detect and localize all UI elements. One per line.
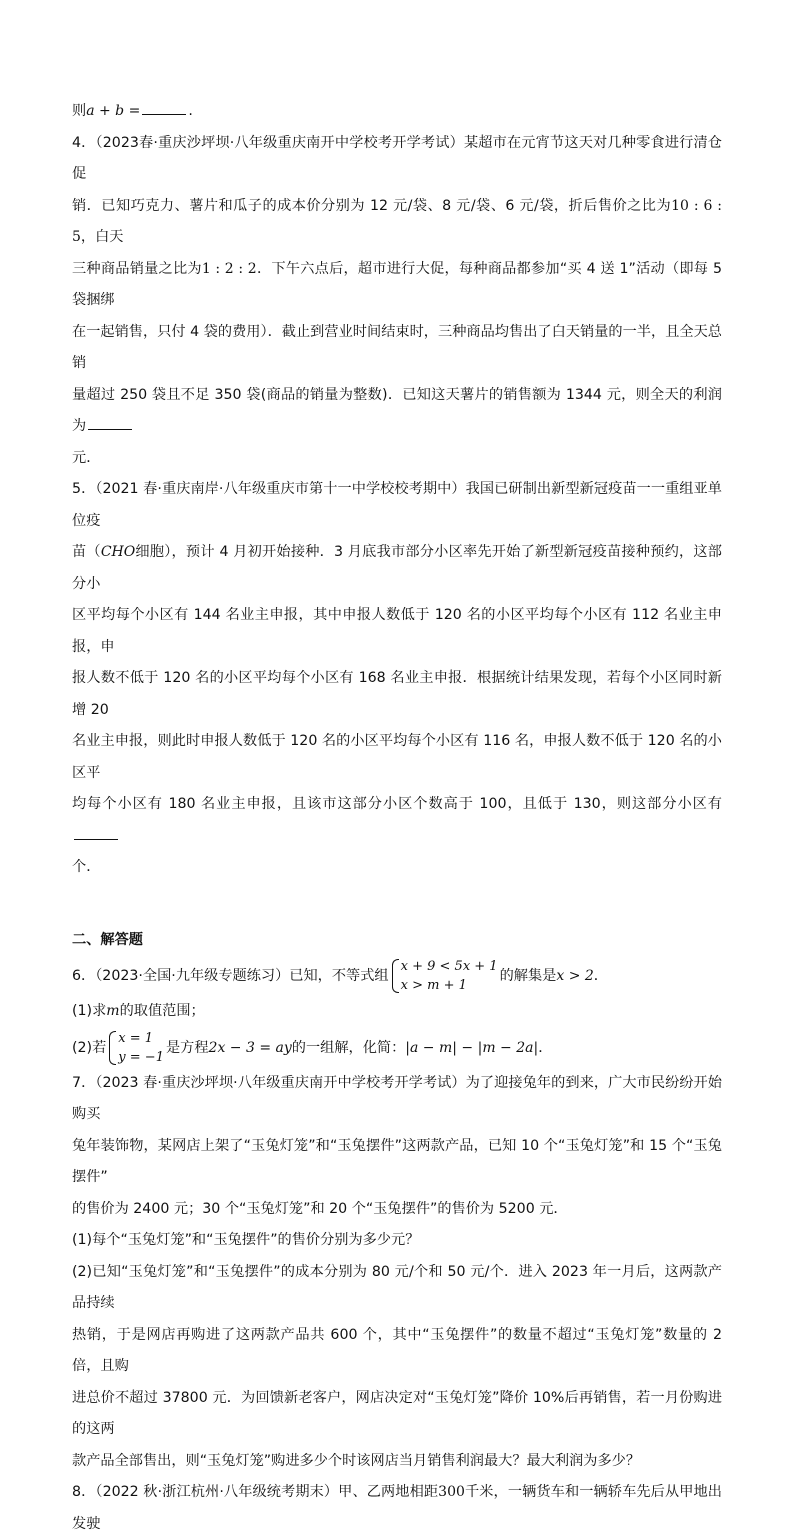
q5-text: 细胞），预计 4 月初开始接种．3 月底我市部分小区率先开始了新型新冠疫苗接种预约，这部分小	[72, 544, 722, 592]
question-4	[72, 128, 722, 475]
q5-text: 均每个小区有 180 名业主申报，且该市这部分小区个数高于 100，且低于 130，则这部分小区有	[72, 796, 722, 812]
q8-line-1	[72, 1477, 722, 1540]
q4-line-4: 在一起销售，只付 4 袋的费用）．截止到营业时间结束时，三种商品均售出了白天销量的一半，且全天总销	[72, 323, 722, 371]
q4-line-2	[72, 191, 722, 254]
q6-text: ．	[538, 1039, 553, 1056]
q6-text: ．	[593, 968, 608, 984]
inequality-2: x > m + 1	[400, 978, 467, 993]
q5-line-7: 个．	[72, 859, 101, 875]
q6-text: 的取值范围；	[119, 1003, 205, 1019]
spacer	[72, 884, 722, 925]
q4-line-5	[72, 380, 722, 443]
q7-part-2-line-2: 热销，于是网店再购进了这两款产品共 600 个，其中“玉兔摆件”的数量不超过“玉兔灯笼”数量的 2 倍，且购	[72, 1326, 722, 1374]
q3-expression: a + b =	[86, 103, 141, 119]
question-5	[72, 474, 722, 884]
section-heading: 二、解答题	[72, 931, 143, 948]
question-8	[72, 1477, 722, 1540]
answer-blank[interactable]	[74, 825, 118, 840]
q8-text: 千米，一辆货车和一辆轿车先后从甲地出发驶	[72, 1484, 722, 1532]
solution-pair	[108, 1029, 164, 1067]
q4-text: ．下午六点后，超市进行大促，每种商品都参加“买 4 送 1”活动（即每 5 袋捆绑	[72, 260, 722, 308]
inequality-1: x + 9 < 5x + 1	[400, 959, 498, 974]
q4-text: ，白天	[80, 229, 124, 245]
q6-text: 6．（2023·全国·九年级专题练习）已知，不等式组	[72, 968, 389, 984]
q5-line-2	[72, 537, 722, 600]
q6-text: 的解集是	[499, 968, 557, 984]
worksheet-page	[72, 96, 722, 1540]
q4-text: 三种商品销量之比为	[72, 260, 202, 277]
answer-blank[interactable]	[142, 100, 186, 115]
q4-line-3	[72, 254, 722, 317]
q6-part-2	[72, 1028, 722, 1068]
q3-tail	[72, 96, 722, 128]
q6-part-1	[72, 996, 722, 1028]
q5-line-3: 区平均每个小区有 144 名业主申报，其中申报人数低于 120 名的小区平均每个小区有 112 名业主申报，申	[72, 607, 722, 655]
q6-var-m: m	[106, 1003, 120, 1019]
q7-line-3: 的售价为 2400 元；30 个“玉兔灯笼”和 20 个“玉兔摆件”的售价为 5200 元．	[72, 1200, 568, 1217]
q5-line-5: 名业主申报，则此时申报人数低于 120 名的小区平均每个小区有 116 名，申报人数不低于 120 名的小区平	[72, 733, 722, 781]
q6-text: (2)若	[72, 1039, 107, 1056]
q5-cho: CHO	[100, 544, 136, 560]
q7-line-1: 7．（2023 春·重庆沙坪坝·八年级重庆南开中学校考开学考试）为了迎接兔年的到来，广大市民纷纷开始购买	[72, 1074, 722, 1122]
pair-x: x = 1	[118, 1030, 154, 1046]
q6-abs-expression: |a − m| − |m − 2a|	[405, 1039, 539, 1056]
q7-line-2: 兔年装饰物，某网店上架了“玉兔灯笼”和“玉兔摆件”这两款产品，已知 10 个“玉兔灯笼”和 15 个“玉兔摆件”	[72, 1137, 722, 1185]
answer-blank[interactable]	[88, 415, 132, 430]
q3-prefix: 则	[72, 103, 87, 119]
q5-text: 苗（	[72, 544, 101, 560]
q4-text: 销．已知巧克力、薯片和瓜子的成本价分别为 12 元/袋、8 元/袋、6 元/袋，折后售价之比为	[72, 197, 672, 214]
q7-part-2-line-3: 进总价不超过 37800 元．为回馈新老客户，网店决定对“玉兔灯笼”降价 10%后再销售，若一月份购进的这两	[72, 1389, 722, 1437]
q4-sales-ratio: 1 : 2 : 2	[201, 260, 257, 277]
q4-price-ratio: 10 : 6 : 5	[72, 197, 722, 245]
q4-text: 量超过 250 袋且不足 350 袋(商品的销量为整数)．已知这天薯片的销售额为 1344 元，则全天的利润为	[72, 386, 722, 434]
q6-line-1	[72, 956, 722, 996]
q6-equation: 2x − 3 = ay	[208, 1039, 292, 1056]
question-7	[72, 1068, 722, 1478]
q3-period: .	[188, 103, 193, 119]
q7-part-2-line-4: 款产品全部售出，则“玉兔灯笼”购进多少个时该网店当月销售利润最大？最大利润为多少？	[72, 1452, 641, 1469]
q6-solution-set: x > 2	[556, 968, 594, 984]
q7-part-2-line-1: (2)已知“玉兔灯笼”和“玉兔摆件”的成本分别为 80 元/个和 50 元/个．进入 2023 年一月后，这两款产品持续	[72, 1263, 722, 1311]
q5-line-4: 报人数不低于 120 名的小区平均每个小区有 168 名业主申报．根据统计结果发现，若每个小区同时新增 20	[72, 670, 722, 718]
q5-line-1: 5．（2021 春·重庆南岸·八年级重庆市第十一中学校校考期中）我国已研制出新型新冠疫苗一一重组亚单位疫	[72, 481, 722, 529]
q5-line-6	[72, 789, 722, 852]
q4-line-6: 元．	[72, 449, 101, 466]
pair-y: y = −1	[118, 1049, 164, 1065]
q4-line-1: 4．（2023春·重庆沙坪坝·八年级重庆南开中学校考开学考试）某超市在元宵节这天对几种零食进行清仓促	[72, 134, 722, 182]
q8-distance: 300	[438, 1484, 465, 1500]
q6-text: 是方程	[165, 1039, 209, 1056]
q7-part-1: (1)每个“玉兔灯笼”和“玉兔摆件”的售价分别为多少元？	[72, 1232, 420, 1248]
q8-text: 8．（2022 秋·浙江杭州·八年级统考期末）甲、乙两地相距	[72, 1484, 439, 1500]
q6-text: (1)求	[72, 1003, 107, 1019]
q6-text: 的一组解，化简：	[291, 1039, 406, 1056]
inequality-system	[391, 957, 498, 995]
question-6	[72, 956, 722, 1068]
